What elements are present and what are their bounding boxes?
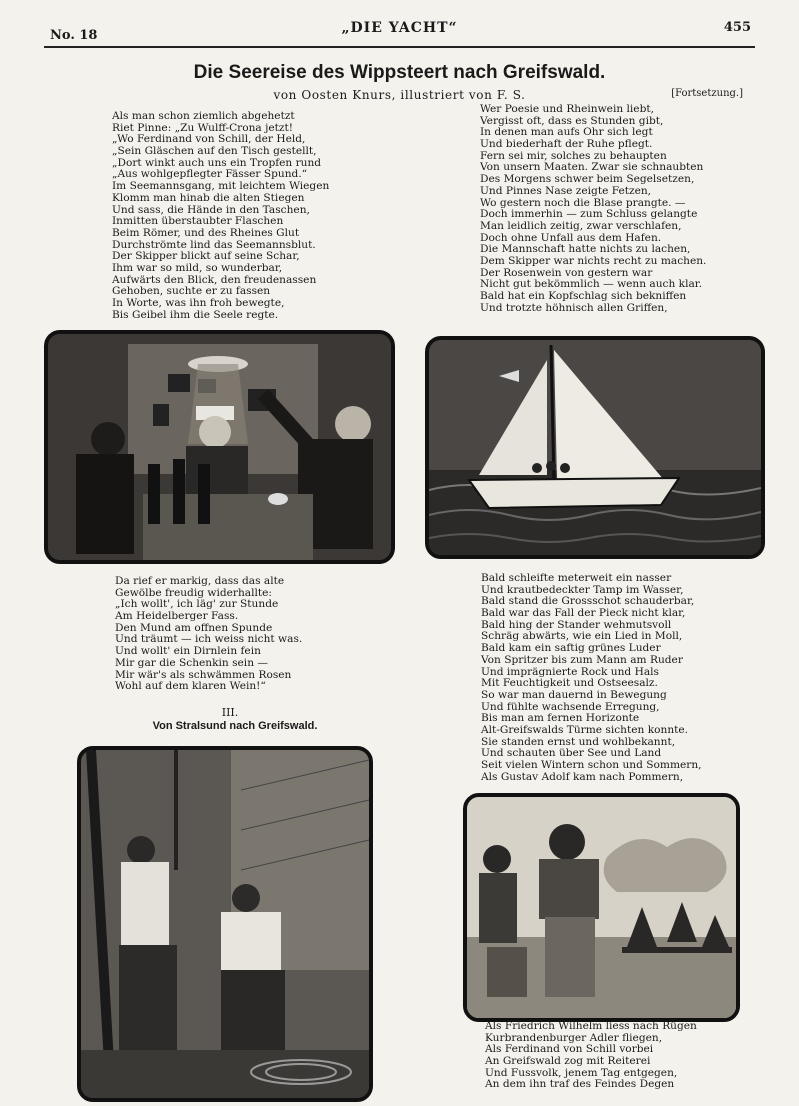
section-title: Von Stralsund nach Greifswald. [152, 720, 318, 732]
page-number: 455 [723, 20, 751, 35]
poem-line: An Greifswald zog mit Reiterei [485, 1055, 651, 1068]
poem-line: Als man schon ziemlich abgehetzt [112, 110, 295, 122]
poem-line: Da rief er markig, dass das alte [115, 575, 285, 587]
poem-line: „Dort winkt auch uns ein Tropfen rund [112, 156, 322, 169]
poem-line: Bald war das Fall der Pieck nicht klar, [481, 607, 686, 620]
poem-line: Mit Feuchtigkeit und Ostseesalz. [481, 677, 658, 690]
poem-line: Mir wär's als schwämmen Rosen [115, 668, 292, 681]
poem-line: Vergisst oft, dass es Stunden gibt, [480, 114, 664, 127]
poem-line: So war man dauernd in Bewegung [481, 688, 667, 701]
poem-line: Bald schleifte meterweit ein nasser [481, 572, 672, 584]
poem-line: Von unsern Maaten. Zwar sie schnaubten [480, 161, 704, 174]
poem-line: Und träumt — ich weiss nicht was. [115, 633, 303, 646]
section-number: III. [221, 706, 239, 719]
continued-note: [Fortsetzung.] [671, 88, 743, 99]
article-title: Die Seereise des Wippsteert nach Greifswald. [193, 62, 606, 83]
poem-line: In Worte, was ihn froh bewegte, [112, 297, 285, 309]
poem-column-right-end [485, 1021, 697, 1091]
poem-line: An dem ihn traf des Feindes Degen [485, 1078, 675, 1091]
poem-line: Aufwärts den Blick, den freudenassen [112, 273, 317, 286]
poem-line: Und Pinnes Nase zeigte Fetzen, [480, 184, 652, 197]
poem-line: Der Rosenwein von gestern war [480, 266, 653, 279]
sailboat-illustration [425, 336, 765, 559]
poem-line: Die Mannschaft hatte nichts zu lachen, [480, 243, 691, 256]
poem-line: Gehoben, suchte er zu fassen [112, 285, 271, 298]
poem-line: Im Seemannsgang, mit leichtem Wiegen [112, 180, 330, 193]
poem-line: Der Skipper blickt auf seine Schar, [112, 250, 300, 263]
poem-line: Klomm man hinab die alten Stiegen [112, 191, 305, 204]
poem-line: Und wollt' ein Dirnlein fein [115, 645, 261, 658]
poem-column-right-bottom [481, 573, 702, 783]
poem-line: „Sein Gläschen auf den Tisch gestellt, [112, 145, 317, 158]
poem-line: Wohl auf dem klaren Wein!“ [115, 680, 266, 693]
poem-line: „Wo Ferdinand von Schill, der Held, [112, 133, 306, 146]
poem-line: Fern sei mir, solches zu behaupten [480, 149, 667, 162]
rigging-illustration [77, 746, 373, 1102]
poem-line: Sie standen ernst und wohlbekannt, [481, 735, 676, 748]
poem-line: Doch immerhin — zum Schluss gelangte [480, 208, 698, 221]
poem-line: Doch ohne Unfall aus dem Hafen. [480, 231, 662, 244]
poem-line: Mir gar die Schenkin sein — [115, 656, 268, 669]
poem-line: Bis Geibel ihm die Seele regte. [112, 308, 279, 321]
article-byline: von Oosten Knurs, illustriert von F. S. [273, 88, 526, 102]
poem-line: Und schauten über See und Land [481, 747, 662, 760]
poem-line: Bald stand die Grossschot schauderbar, [481, 595, 695, 608]
poem-column-left-top [112, 111, 329, 321]
poem-line: Und sass, die Hände in den Taschen, [112, 203, 310, 216]
poem-line: Und imprägnierte Rock und Hals [481, 665, 659, 678]
tavern-illustration [44, 330, 395, 564]
poem-column-left-bottom [115, 576, 302, 693]
poem-line: „Aus wohlgepflegter Fässer Spund.“ [112, 168, 308, 181]
poem-line: Als Ferdinand von Schill vorbei [485, 1043, 654, 1056]
poem-line: In denen man aufs Ohr sich legt [480, 126, 653, 139]
poem-line: Den Mund am offnen Spunde [115, 621, 273, 634]
poem-line: Und krautbedeckter Tamp im Wasser, [481, 583, 684, 596]
poem-line: Bald kam ein saftig grünes Luder [481, 642, 661, 655]
soldiers-illustration [463, 793, 740, 1022]
poem-line: Man leidlich zeitig, zwar verschlafen, [480, 219, 682, 232]
magazine-title: „DIE YACHT“ [341, 20, 458, 36]
poem-line: Wer Poesie und Rheinwein liebt, [480, 103, 654, 115]
poem-line: Ihm war so mild, so wunderbar, [112, 261, 283, 274]
poem-line: Seit vielen Wintern schon und Sommern, [481, 759, 702, 771]
poem-line: Und trotzte höhnisch allen Griffen, [480, 301, 668, 314]
issue-number: No. 18 [50, 28, 98, 43]
poem-line: Inmitten überstaubter Flaschen [112, 215, 284, 228]
poem-line: Nicht gut bekömmlich — wenn auch klar. [480, 278, 703, 291]
poem-line: Von Spritzer bis zum Mann am Ruder [481, 653, 683, 666]
poem-line: Alt-Greifswalds Türme sichten konnte. [481, 723, 689, 736]
poem-line: Bis man am fernen Horizonte [481, 712, 640, 725]
poem-line: Als Friedrich Wilhelm liess nach Rügen [485, 1020, 697, 1032]
poem-line: Riet Pinne: „Zu Wulff-Crona jetzt! [112, 121, 294, 134]
poem-line: Durchströmte lind das Seemannsblut. [112, 238, 316, 251]
poem-line: Und Fussvolk, jenem Tag entgegen, [485, 1066, 678, 1079]
poem-line: Wo gestern noch die Blase prangte. — [480, 196, 686, 209]
poem-line: Bald hing der Stander wehmutsvoll [481, 618, 672, 631]
poem-line: Und fühlte wachsende Erregung, [481, 700, 660, 713]
header-rule [44, 46, 755, 48]
poem-column-right-top [480, 104, 706, 314]
poem-line: Als Gustav Adolf kam nach Pommern, [481, 770, 684, 783]
poem-line: Schräg abwärts, wie ein Lied in Moll, [481, 630, 683, 643]
poem-line: Gewölbe freudig widerhallte: [115, 586, 272, 599]
poem-line: Des Morgens schwer beim Segelsetzen, [480, 173, 695, 186]
poem-line: Und biederhaft der Ruhe pflegt. [480, 138, 653, 151]
poem-line: Beim Römer, und des Rheines Glut [112, 226, 300, 239]
poem-line: Kurbrandenburger Adler fliegen, [485, 1031, 663, 1044]
poem-line: „Ich wollt', ich läg' zur Stunde [115, 598, 279, 611]
poem-line: Dem Skipper war nichts recht zu machen. [480, 254, 707, 267]
poem-line: Am Heidelberger Fass. [115, 610, 239, 623]
poem-line: Bald hat ein Kopfschlag sich bekniffen [480, 290, 687, 302]
